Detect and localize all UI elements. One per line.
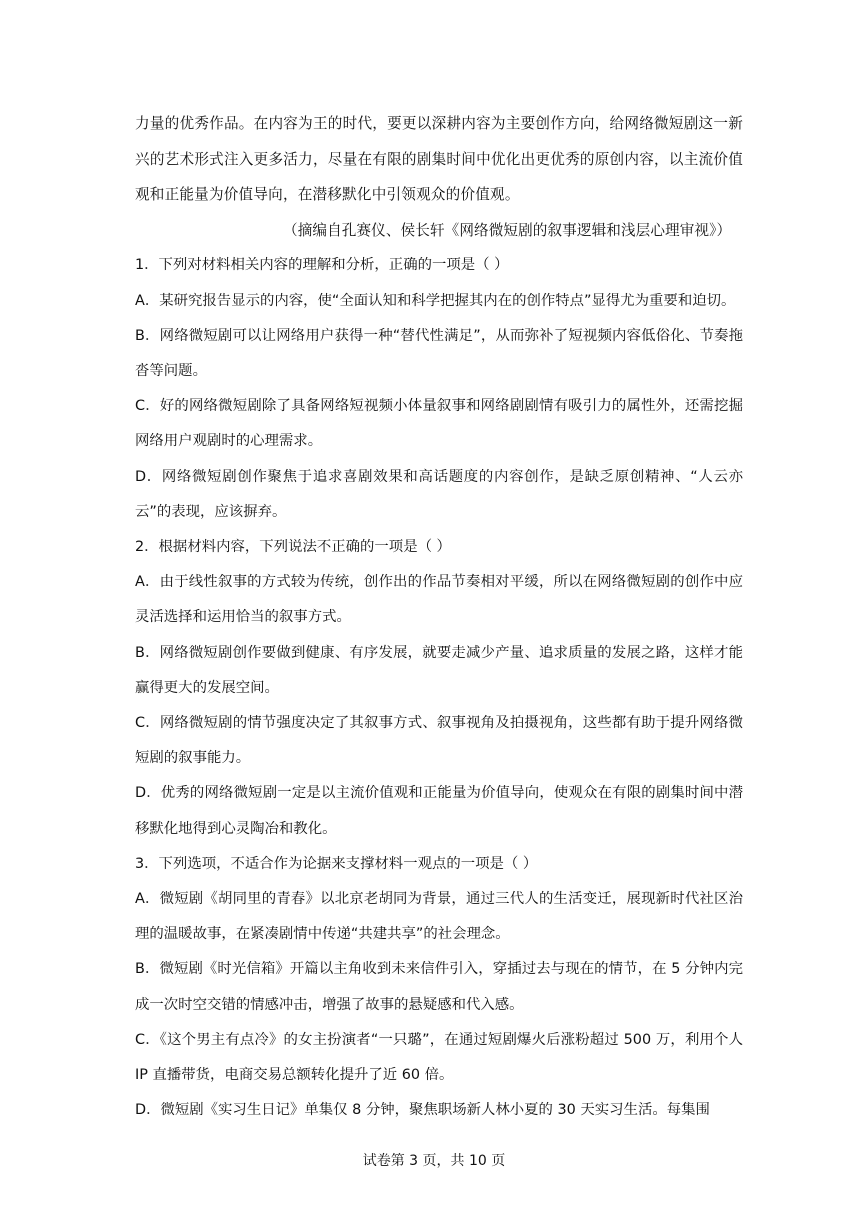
question-1-stem: 1．下列对材料相关内容的理解和分析，正确的一项是（ ） (135, 257, 509, 274)
question-1-option-a: A．某研究报告显示的内容，使“全面认知和科学把握其内在的创作特点”显得尤为重要和迫切。 (135, 292, 736, 309)
question-1 (135, 248, 743, 530)
question-2-stem: 2．根据材料内容，下列说法不正确的一项是（ ） (135, 539, 451, 555)
question-2 (135, 530, 743, 847)
question-1-option-b: B．网络微短剧可以让网络用户获得一种“替代性满足”，从而弥补了短视频内容低俗化、节奏拖沓等问题。 (135, 327, 743, 379)
question-3-option-b: B．微短剧《时光信箱》开篇以主角收到未来信件引入，穿插过去与现在的情节，在 5 分钟内完成一次时空交错的情感冲击，增强了故事的悬疑感和代入感。 (135, 961, 743, 1013)
question-1-option-d: D．网络微短剧创作聚焦于追求喜剧效果和高话题度的内容创作，是缺乏原创精神、“人云亦云”的表现，应该摒弃。 (135, 468, 743, 520)
question-3-option-a: A．微短剧《胡同里的青春》以北京老胡同为背景，通过三代人的生活变迁，展现新时代社区治理的温暖故事，在紧凑剧情中传递“共建共享”的社会理念。 (135, 891, 743, 943)
question-2-option-c: C．网络微短剧的情节强度决定了其叙事方式、叙事视角及拍摄视角，这些都有助于提升网络微短剧的叙事能力。 (135, 715, 743, 767)
passage-paragraph: 力量的优秀作品。在内容为王的时代，要更以深耕内容为主要创作方向，给网络微短剧这一新兴的艺术形式注入更多活力，尽量在有限的剧集时间中优化出更优秀的原创内容，以主流价值观和正能量为价值导向，在潜移默化中引领观众的价值观。 (135, 115, 743, 204)
passage-source: （摘编自孔赛仪、侯长轩《网络微短剧的叙事逻辑和浅层心理审视》） (283, 221, 732, 239)
question-3-stem: 3．下列选项，不适合作为论据来支撑材料一观点的一项是（ ） (135, 855, 538, 872)
page-content (135, 106, 743, 1128)
question-3-option-c: C．《这个男主有点冷》的女主扮演者“一只璐”，在通过短剧爆火后涨粉超过 500 万，利用个人 IP 直播带货，电商交易总额转化提升了近 60 倍。 (135, 1031, 743, 1084)
question-1-option-c: C．好的网络微短剧除了具备网络短视频小体量叙事和网络剧剧情有吸引力的属性外，还需挖掘网络用户观剧时的心理需求。 (135, 398, 743, 450)
question-2-option-a: A．由于线性叙事的方式较为传统，创作出的作品节奏相对平缓，所以在网络微短剧的创作中应灵活选择和运用恰当的叙事方式。 (135, 574, 743, 626)
question-3 (135, 847, 743, 1129)
question-3-option-d: D．微短剧《实习生日记》单集仅 8 分钟，聚焦职场新人林小夏的 30 天实习生活。每集围 (135, 1102, 710, 1119)
question-2-option-d: D．优秀的网络微短剧一定是以主流价值观和正能量为价值导向，使观众在有限的剧集时间中潜移默化地得到心灵陶冶和教化。 (135, 785, 743, 837)
page-footer: 试卷第 3 页，共 10 页 (362, 1153, 506, 1169)
question-2-option-b: B．网络微短剧创作要做到健康、有序发展，就要走减少产量、追求质量的发展之路，这样才能赢得更大的发展空间。 (135, 644, 743, 696)
